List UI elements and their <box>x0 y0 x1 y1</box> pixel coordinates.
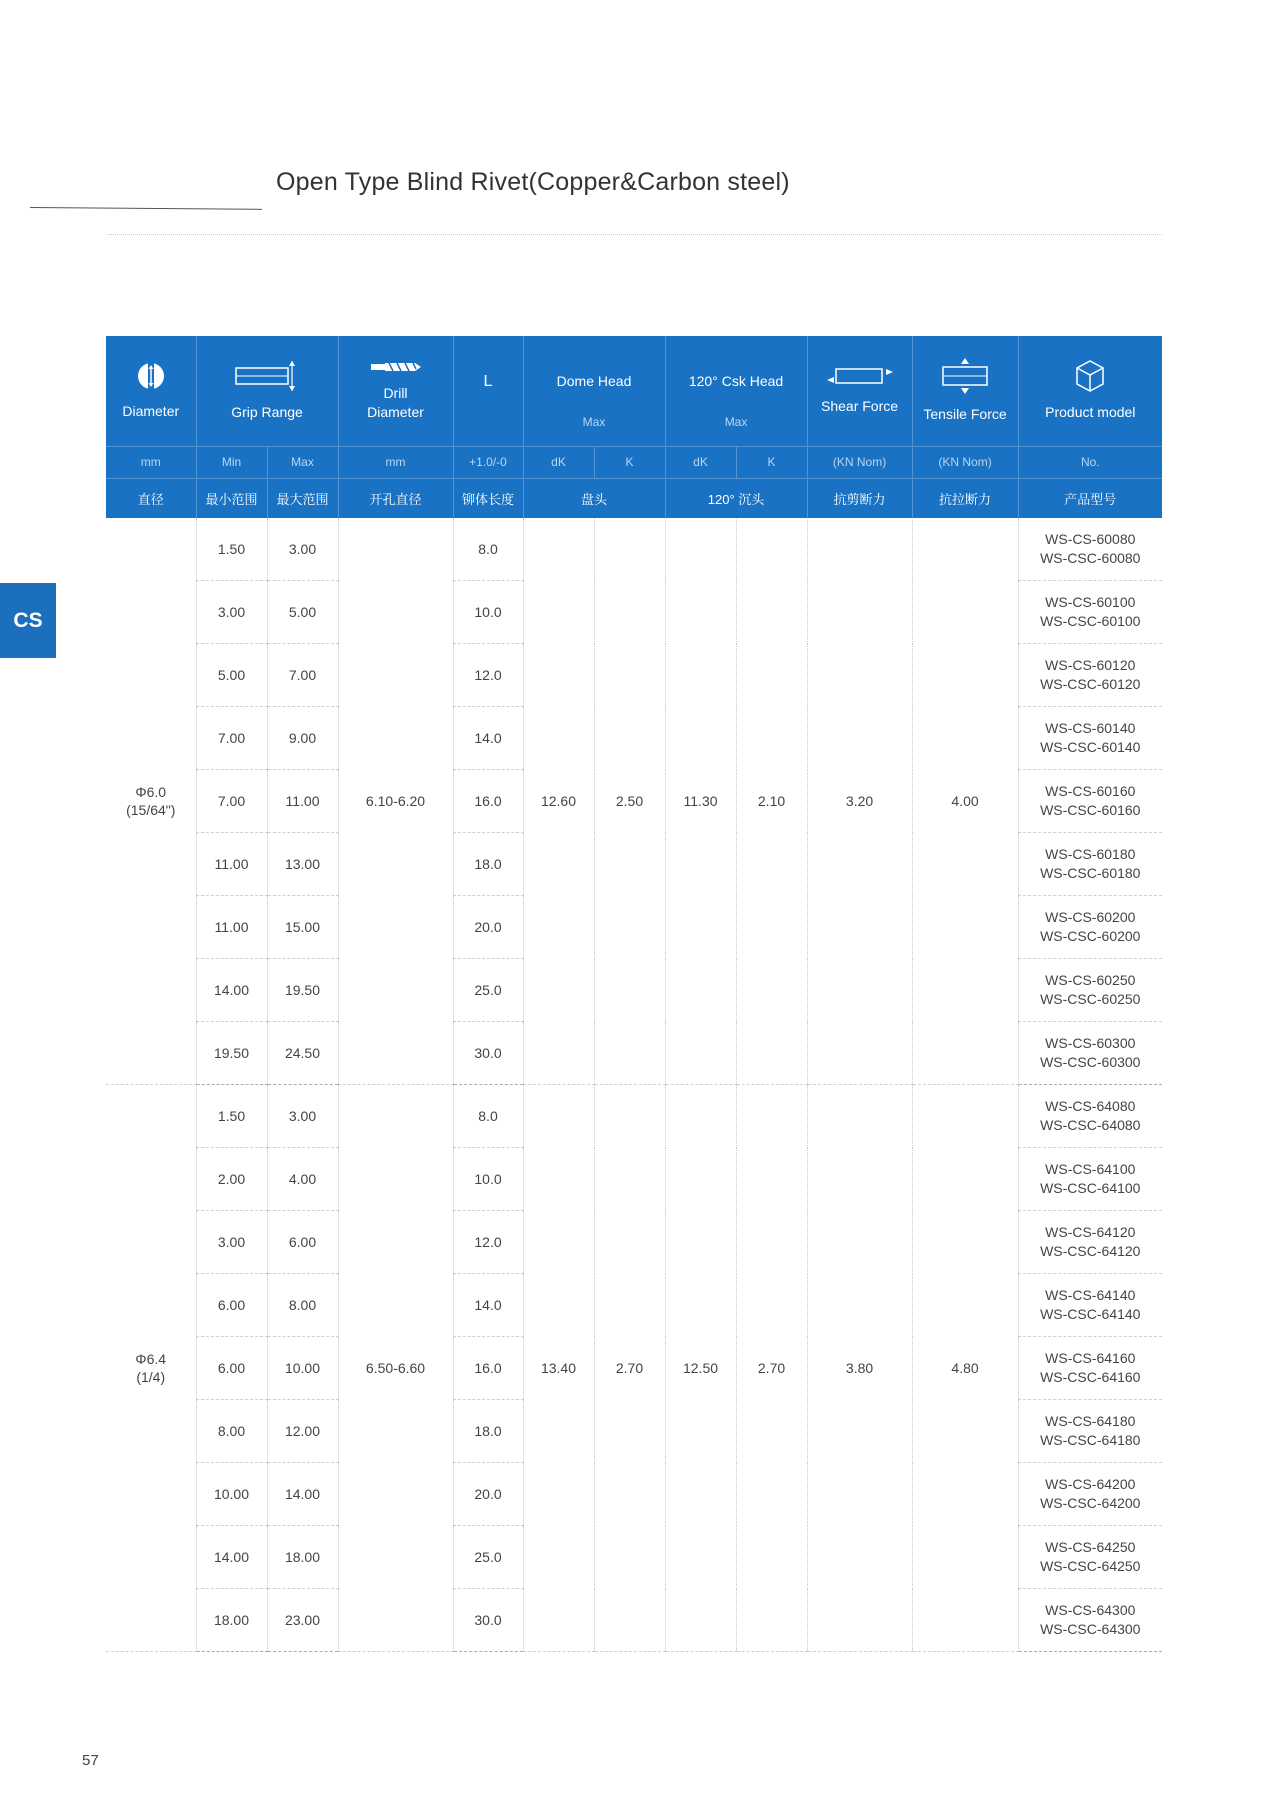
model-csc: WS-CSC-60120 <box>1040 676 1141 692</box>
grip-min-cell: 5.00 <box>196 644 267 707</box>
model-cs: WS-CS-60200 <box>1045 909 1136 925</box>
grip-min-cell: 11.00 <box>196 896 267 959</box>
unit-grip-max: Max <box>267 446 338 478</box>
csk-k-cell: 2.10 <box>736 518 807 1085</box>
csk-dk-cell: 12.50 <box>665 1085 736 1652</box>
grip-min-cell: 7.00 <box>196 707 267 770</box>
grip-max-cell: 11.00 <box>267 770 338 833</box>
unit-shear: (KN Nom) <box>807 446 912 478</box>
cn-grip-min: 最小范围 <box>196 478 267 518</box>
cn-tensile: 抗拉断力 <box>912 478 1018 518</box>
cn-length: 铆体长度 <box>453 478 523 518</box>
grip-max-cell: 4.00 <box>267 1148 338 1211</box>
csk-k-cell: 2.70 <box>736 1085 807 1652</box>
rivet-spec-table <box>106 336 1162 1652</box>
grip-min-cell: 6.00 <box>196 1337 267 1400</box>
model-cs: WS-CS-60250 <box>1045 972 1136 988</box>
model-csc: WS-CSC-60140 <box>1040 739 1141 755</box>
length-cell: 20.0 <box>453 1463 523 1526</box>
table-row <box>106 1085 1162 1148</box>
grip-min-cell: 3.00 <box>196 581 267 644</box>
model-cs: WS-CS-60080 <box>1045 531 1136 547</box>
model-csc: WS-CSC-64100 <box>1040 1180 1141 1196</box>
product-model-cell <box>1018 1211 1162 1274</box>
header-grip-range: Grip Range <box>196 336 338 446</box>
page-title: Open Type Blind Rivet(Copper&Carbon steel) <box>276 168 790 196</box>
model-csc: WS-CSC-64080 <box>1040 1117 1141 1133</box>
cn-csk-head: 120° 沉头 <box>665 478 807 518</box>
length-cell: 12.0 <box>453 644 523 707</box>
product-model-cell <box>1018 1337 1162 1400</box>
length-cell: 30.0 <box>453 1022 523 1085</box>
grip-min-cell: 7.00 <box>196 770 267 833</box>
table-row <box>106 518 1162 581</box>
model-cs: WS-CS-60140 <box>1045 720 1136 736</box>
model-csc: WS-CSC-60300 <box>1040 1054 1141 1070</box>
grip-min-cell: 3.00 <box>196 1211 267 1274</box>
title-underline <box>30 207 262 210</box>
model-cs: WS-CS-60300 <box>1045 1035 1136 1051</box>
unit-tensile: (KN Nom) <box>912 446 1018 478</box>
dome-dk-cell: 12.60 <box>523 518 594 1085</box>
cn-diameter: 直径 <box>106 478 196 518</box>
model-cs: WS-CS-64250 <box>1045 1539 1136 1555</box>
tensile-force-icon <box>939 357 991 395</box>
unit-model: No. <box>1018 446 1162 478</box>
model-csc: WS-CSC-64250 <box>1040 1558 1141 1574</box>
unit-dome-dk: dK <box>523 446 594 478</box>
diameter-inch-value: (15/64") <box>126 802 176 818</box>
cn-dome-head: 盘头 <box>523 478 665 518</box>
model-cs: WS-CS-60100 <box>1045 594 1136 610</box>
page-number: 57 <box>82 1752 99 1769</box>
diameter-inch-value: (1/4) <box>136 1369 166 1385</box>
unit-diameter: mm <box>106 446 196 478</box>
model-cs: WS-CS-64180 <box>1045 1413 1136 1429</box>
unit-length-tolerance: +1.0/-0 <box>453 446 523 478</box>
shear-force-icon <box>824 365 896 387</box>
model-cs: WS-CS-64080 <box>1045 1098 1136 1114</box>
length-cell: 18.0 <box>453 833 523 896</box>
shear-force-cell: 3.80 <box>807 1085 912 1652</box>
length-cell: 18.0 <box>453 1400 523 1463</box>
unit-dome-k: K <box>594 446 665 478</box>
grip-max-cell: 15.00 <box>267 896 338 959</box>
unit-drill: mm <box>338 446 453 478</box>
product-model-cell <box>1018 770 1162 833</box>
grip-min-cell: 14.00 <box>196 959 267 1022</box>
grip-max-cell: 24.50 <box>267 1022 338 1085</box>
header-tensile-force: Tensile Force <box>912 336 1018 446</box>
unit-grip-min: Min <box>196 446 267 478</box>
diameter-cell <box>106 1085 196 1652</box>
grip-min-cell: 1.50 <box>196 518 267 581</box>
product-model-cell <box>1018 1526 1162 1589</box>
grip-min-cell: 6.00 <box>196 1274 267 1337</box>
length-cell: 16.0 <box>453 1337 523 1400</box>
cn-grip-max: 最大范围 <box>267 478 338 518</box>
drill-diameter-cell: 6.10-6.20 <box>338 518 453 1085</box>
tensile-force-cell: 4.80 <box>912 1085 1018 1652</box>
grip-min-cell: 14.00 <box>196 1526 267 1589</box>
length-cell: 8.0 <box>453 1085 523 1148</box>
model-csc: WS-CSC-64180 <box>1040 1432 1141 1448</box>
model-cs: WS-CS-60180 <box>1045 846 1136 862</box>
model-csc: WS-CSC-60080 <box>1040 550 1141 566</box>
header-length: L <box>453 336 523 446</box>
model-csc: WS-CSC-64200 <box>1040 1495 1141 1511</box>
product-model-cell <box>1018 1148 1162 1211</box>
header-product-model: Product model <box>1018 336 1162 446</box>
product-model-cell <box>1018 896 1162 959</box>
grip-max-cell: 18.00 <box>267 1526 338 1589</box>
product-model-cell <box>1018 518 1162 581</box>
product-model-cell <box>1018 1085 1162 1148</box>
header-drill-diameter: Drill Diameter <box>338 336 453 446</box>
header-csk-head: 120° Csk Head Max <box>665 336 807 446</box>
diameter-value: Φ6.0 <box>135 784 167 800</box>
cn-drill: 开孔直径 <box>338 478 453 518</box>
product-model-cell <box>1018 707 1162 770</box>
model-csc: WS-CSC-60100 <box>1040 613 1141 629</box>
model-cs: WS-CS-64120 <box>1045 1224 1136 1240</box>
model-csc: WS-CSC-60200 <box>1040 928 1141 944</box>
length-cell: 12.0 <box>453 1211 523 1274</box>
drill-bit-icon <box>369 360 423 374</box>
grip-max-cell: 12.00 <box>267 1400 338 1463</box>
grip-max-cell: 10.00 <box>267 1337 338 1400</box>
model-cs: WS-CS-64100 <box>1045 1161 1136 1177</box>
title-divider <box>108 234 1162 235</box>
model-csc: WS-CSC-60160 <box>1040 802 1141 818</box>
length-cell: 20.0 <box>453 896 523 959</box>
length-cell: 14.0 <box>453 1274 523 1337</box>
model-csc: WS-CSC-64160 <box>1040 1369 1141 1385</box>
product-model-cell <box>1018 644 1162 707</box>
tensile-force-cell: 4.00 <box>912 518 1018 1085</box>
grip-min-cell: 19.50 <box>196 1022 267 1085</box>
product-model-cell <box>1018 1400 1162 1463</box>
model-cs: WS-CS-64160 <box>1045 1350 1136 1366</box>
length-cell: 10.0 <box>453 581 523 644</box>
grip-max-cell: 5.00 <box>267 581 338 644</box>
header-diameter: Diameter <box>106 336 196 446</box>
grip-min-cell: 1.50 <box>196 1085 267 1148</box>
product-model-cell <box>1018 1022 1162 1085</box>
product-model-cell <box>1018 1274 1162 1337</box>
dome-k-cell: 2.70 <box>594 1085 665 1652</box>
model-csc: WS-CSC-60180 <box>1040 865 1141 881</box>
cn-model: 产品型号 <box>1018 478 1162 518</box>
model-cs: WS-CS-60160 <box>1045 783 1136 799</box>
unit-csk-k: K <box>736 446 807 478</box>
cn-shear: 抗剪断力 <box>807 478 912 518</box>
grip-range-icon <box>232 359 302 393</box>
product-model-cell <box>1018 581 1162 644</box>
dome-k-cell: 2.50 <box>594 518 665 1085</box>
grip-max-cell: 9.00 <box>267 707 338 770</box>
grip-max-cell: 7.00 <box>267 644 338 707</box>
grip-max-cell: 23.00 <box>267 1589 338 1652</box>
model-csc: WS-CSC-64300 <box>1040 1621 1141 1637</box>
dome-dk-cell: 13.40 <box>523 1085 594 1652</box>
grip-max-cell: 8.00 <box>267 1274 338 1337</box>
unit-csk-dk: dK <box>665 446 736 478</box>
model-csc: WS-CSC-64120 <box>1040 1243 1141 1259</box>
product-model-cell <box>1018 959 1162 1022</box>
grip-min-cell: 2.00 <box>196 1148 267 1211</box>
length-cell: 10.0 <box>453 1148 523 1211</box>
grip-max-cell: 19.50 <box>267 959 338 1022</box>
model-cs: WS-CS-64200 <box>1045 1476 1136 1492</box>
length-cell: 8.0 <box>453 518 523 581</box>
model-cs: WS-CS-60120 <box>1045 657 1136 673</box>
spec-table-body <box>106 518 1162 1652</box>
grip-max-cell: 6.00 <box>267 1211 338 1274</box>
model-csc: WS-CSC-60250 <box>1040 991 1141 1007</box>
diameter-icon <box>135 360 167 392</box>
model-cs: WS-CS-64300 <box>1045 1602 1136 1618</box>
csk-dk-cell: 11.30 <box>665 518 736 1085</box>
diameter-value: Φ6.4 <box>135 1351 167 1367</box>
model-csc: WS-CSC-64140 <box>1040 1306 1141 1322</box>
product-model-cell <box>1018 1463 1162 1526</box>
grip-min-cell: 8.00 <box>196 1400 267 1463</box>
grip-max-cell: 3.00 <box>267 518 338 581</box>
cube-icon <box>1074 359 1106 393</box>
length-cell: 30.0 <box>453 1589 523 1652</box>
grip-max-cell: 14.00 <box>267 1463 338 1526</box>
section-tab-cs[interactable]: CS <box>0 583 56 658</box>
length-cell: 25.0 <box>453 1526 523 1589</box>
grip-min-cell: 10.00 <box>196 1463 267 1526</box>
grip-max-cell: 13.00 <box>267 833 338 896</box>
header-dome-head: Dome Head Max <box>523 336 665 446</box>
grip-min-cell: 11.00 <box>196 833 267 896</box>
product-model-cell <box>1018 833 1162 896</box>
shear-force-cell: 3.20 <box>807 518 912 1085</box>
diameter-cell <box>106 518 196 1085</box>
length-cell: 25.0 <box>453 959 523 1022</box>
grip-max-cell: 3.00 <box>267 1085 338 1148</box>
header-shear-force: Shear Force <box>807 336 912 446</box>
model-cs: WS-CS-64140 <box>1045 1287 1136 1303</box>
product-model-cell <box>1018 1589 1162 1652</box>
drill-diameter-cell: 6.50-6.60 <box>338 1085 453 1652</box>
grip-min-cell: 18.00 <box>196 1589 267 1652</box>
length-cell: 16.0 <box>453 770 523 833</box>
length-cell: 14.0 <box>453 707 523 770</box>
